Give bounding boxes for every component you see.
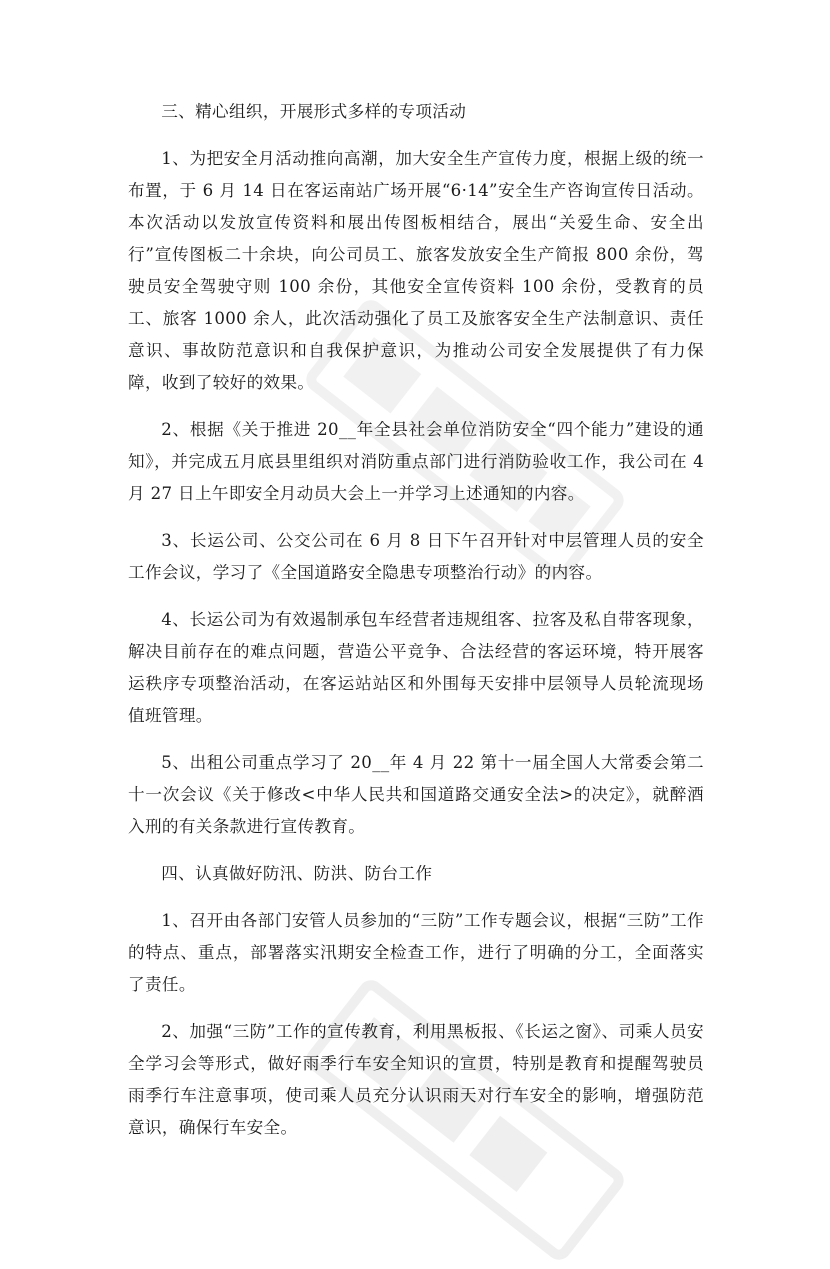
section-3-item-1: 1、为把安全月活动推向高潮，加大安全生产宣传力度，根据上级的统一布置，于 6 月 14 日在客运南站广场开展“6·14”安全生产咨询宣传日活动。本次活动以发放宣传资料和展出传图板相结合，展出“关爱生命、安全出行”宣传图板二十余块，向公司员工、旅客发放安全生产简报 800 余份，驾驶员安全驾驶守则 100 余份，其他安全宣传资料 100 余份，受教育的员工、旅客 1000 余人，此次活动强化了员工及旅客安全生产法制意识、责任意识、事故防范意识和自我保护意识，为推动公司安全发展提供了有力保障，收到了较好的效果。 <box>128 149 704 392</box>
section-3-item-3: 3、长运公司、公交公司在 6 月 8 日下午召开针对中层管理人员的安全工作会议，学习了《全国道路安全隐患专项整治行动》的内容。 <box>128 531 704 582</box>
section-3-item-4: 4、长运公司为有效遏制承包车经营者违规组客、拉客及私自带客现象，解决目前存在的难点问题，营造公平竞争、合法经营的客运环境，特开展客运秩序专项整治活动，在客运站站区和外围每天安排中层领导人员轮流现场值班管理。 <box>128 610 704 725</box>
section-3-item-2: 2、根据《关于推进 20__年全县社会单位消防安全“四个能力”建设的通知》，并完成五月底县里组织对消防重点部门进行消防验收工作，我公司在 4 月 27 日上午即安全月动员大会上一并学习上述通知的内容。 <box>128 420 704 503</box>
section-3-heading: 三、精心组织，开展形式多样的专项活动 <box>161 102 467 121</box>
document-body <box>128 96 704 1159</box>
section-3-item-5: 5、出租公司重点学习了 20__年 4 月 22 第十一届全国人大常委会第二十一次会议《关于修改<中华人民共和国道路交通安全法>的决定》，就醉酒入刑的有关条款进行宣传教育。 <box>128 753 704 836</box>
section-4-item-1: 1、召开由各部门安管人员参加的“三防”工作专题会议，根据“三防”工作的特点、重点，部署落实汛期安全检查工作，进行了明确的分工，全面落实了责任。 <box>128 911 704 994</box>
section-4-item-2: 2、加强“三防”工作的宣传教育，利用黑板报、《长运之窗》、司乘人员安全学习会等形式，做好雨季行车安全知识的宣贯，特别是教育和提醒驾驶员雨季行车注意事项，使司乘人员充分认识雨天对行车安全的影响，增强防范意识，确保行车安全。 <box>128 1022 704 1137</box>
section-4-heading: 四、认真做好防汛、防洪、防台工作 <box>161 864 433 883</box>
